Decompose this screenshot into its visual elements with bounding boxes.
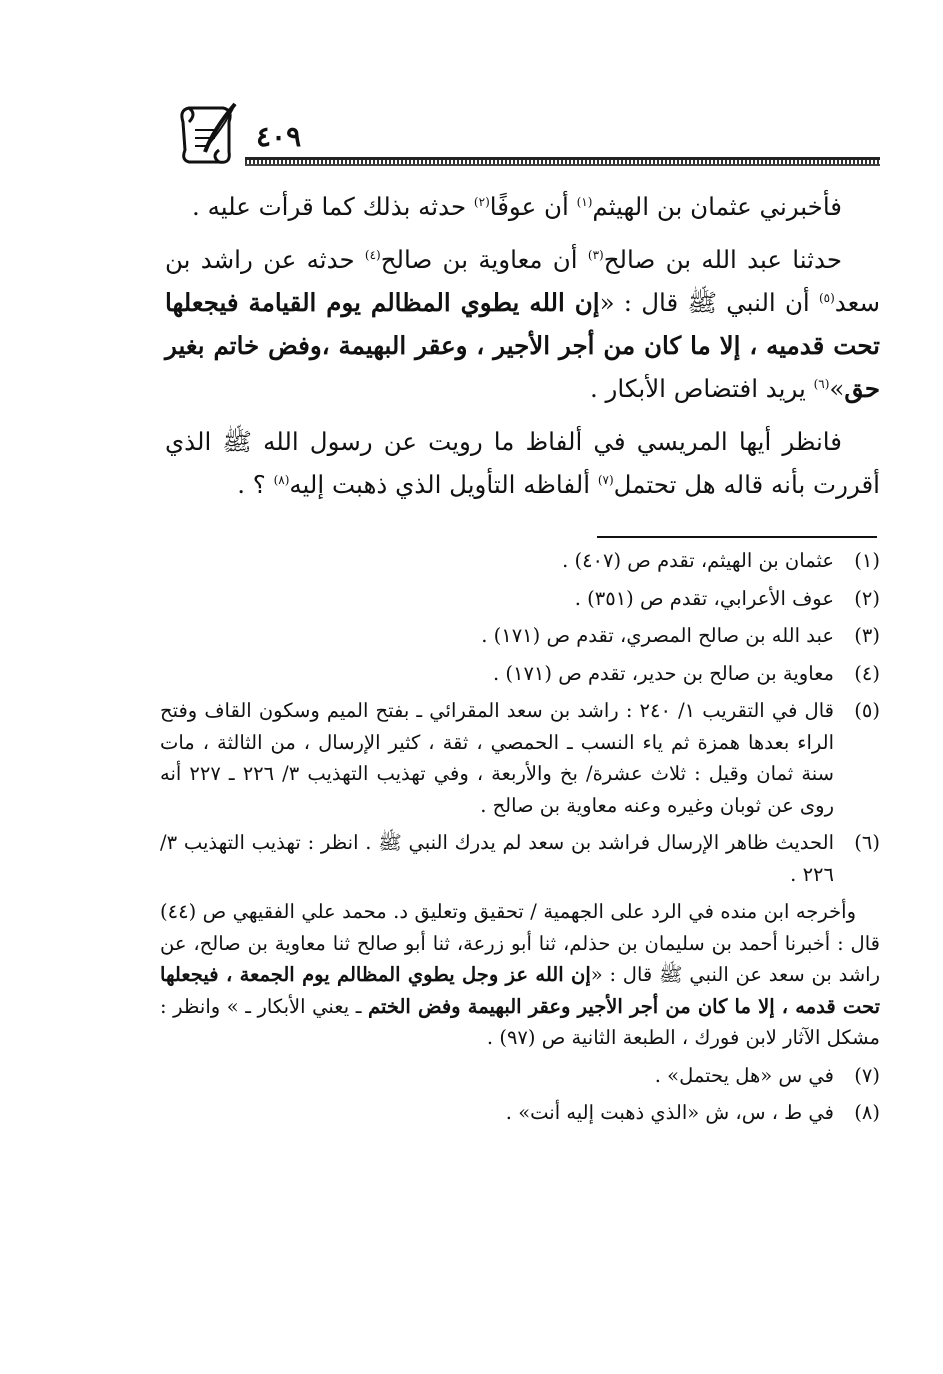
footnote-ref[interactable]: (٤): [364, 247, 381, 262]
footnote-ref[interactable]: (٦): [813, 376, 830, 391]
footnote: (١) عثمان بن الهيثم، تقدم ص (٤٠٧) .: [160, 545, 880, 577]
footnote-number: (٥): [854, 699, 880, 722]
footnote: (٥) قال في التقريب ١/ ٢٤٠ : راشد بن سعد المقرائي ـ بفتح الميم وسكون القاف وفتح الراء بعدها همزة ثم ياء النسب ـ الحمصي ، ثقة ، كثير الإرسال ، من الثالثة ، مات سنة ثمان وقيل : ثلاث عشرة/ بخ والأربعة ، وفي تهذيب التهذيب ٣/ ٢٢٦ ـ ٢٢٧ أنه روى عن ثوبان وغيره وعنه معاوية بن صالح .: [160, 695, 880, 821]
footnote-number: (١): [854, 549, 880, 572]
hadith-text: إن الله يطوي المظالم يوم القيامة فيجعلها تحت قدميه ، إلا ما كان من أجر الأجير ، وعقر البهيمة ،وفض خاتم بغير حق: [165, 288, 880, 403]
scroll-quill-icon: [175, 100, 245, 168]
footnote-number: (٣): [854, 624, 880, 647]
footnote-separator: [597, 536, 877, 538]
footnote: (٢) عوف الأعرابي، تقدم ص (٣٥١) .: [160, 583, 880, 615]
footnote-number: (٤): [854, 661, 880, 685]
header-rule-thin: [245, 164, 880, 166]
hadith-text: إن الله عز وجل يطوي المظالم يوم الجمعة ، فيجعلها تحت قدمه ، إلا ما كان من أجر الأجير وعقر البهيمة وفض الختم: [160, 963, 881, 1018]
page-number: ٤٠٩: [256, 120, 302, 153]
footnote: (٨) في ط ، س، ش «الذي ذهبت إليه أنت» .: [160, 1097, 880, 1129]
footnote-ref[interactable]: (٧): [597, 472, 614, 487]
footnote-number: (٢): [854, 586, 880, 610]
paragraph: فانظر أيها المريسي في ألفاظ ما رويت عن رسول الله ﷺ الذي أقررت بأنه قاله هل تحتمل$^{(٧)}$ ألفاظه التأويل الذي ذهبت إليه$^{(٨)}$ ؟ .: [165, 427, 880, 499]
footnote-ref[interactable]: (٥): [818, 290, 835, 305]
footnote-ref[interactable]: (١): [576, 194, 593, 209]
paragraph: حدثنا عبد الله بن صالح$^{(٣)}$ أن معاوية بن صالح$^{(٤)}$ حدثه عن راشد بن سعد$^{(٥)}$ أن النبي ﷺ قال : «إن الله يطوي المظالم يوم القيامة فيجعلها تحت قدميه ، إلا ما كان من أجر الأجير ، وعقر البهيمة ،وفض خاتم بغير حق»$^{(٦)}$ يريد افتضاص الأبكار .: [165, 245, 881, 403]
footnote-number: (٨): [854, 1101, 880, 1124]
main-text: [165, 185, 880, 516]
footnote-number: (٧): [854, 1063, 880, 1087]
paragraph: فأخبرني عثمان بن الهيثم$^{(١)}$ أن عوفًا$^{(٢)}$ حدثه بذلك كما قرأت عليه .: [192, 192, 842, 221]
footnote-ref[interactable]: (٣): [587, 247, 604, 262]
footnote: (٤) معاوية بن صالح بن حدير، تقدم ص (١٧١) .: [160, 658, 880, 690]
footnotes: [160, 545, 880, 1135]
footnote: (٦) الحديث ظاهر الإرسال فراشد بن سعد لم يدرك النبي ﷺ . انظر : تهذيب التهذيب ٣/ ٢٢٦ .: [160, 827, 880, 890]
footnote-continuation: وأخرجه ابن منده في الرد على الجهمية / تحقيق وتعليق د. محمد علي الفقيهي ص (٤٤) قال : أخبرنا أحمد بن سليمان بن حذلم، ثنا أبو زرعة، ثنا أبو صالح ثنا معاوية بن صالح، عن راشد بن سعد عن النبي ﷺ قال : «إن الله عز وجل يطوي المظالم يوم الجمعة ، فيجعلها تحت قدمه ، إلا ما كان من أجر الأجير وعقر البهيمة وفض الختم ـ يعني الأبكار ـ » وانظر : مشكل الآثار لابن فورك ، الطبعة الثانية ص (٩٧) .: [160, 900, 881, 1049]
footnote: (٧) في س «هل يحتمل» .: [160, 1060, 880, 1092]
page-header: [150, 100, 880, 170]
footnote: (٣) عبد الله بن صالح المصري، تقدم ص (١٧١) .: [160, 620, 880, 652]
footnote-number: (٦): [854, 831, 880, 854]
footnote-ref[interactable]: (٢): [473, 194, 490, 209]
footnote-ref[interactable]: (٨): [273, 472, 290, 487]
